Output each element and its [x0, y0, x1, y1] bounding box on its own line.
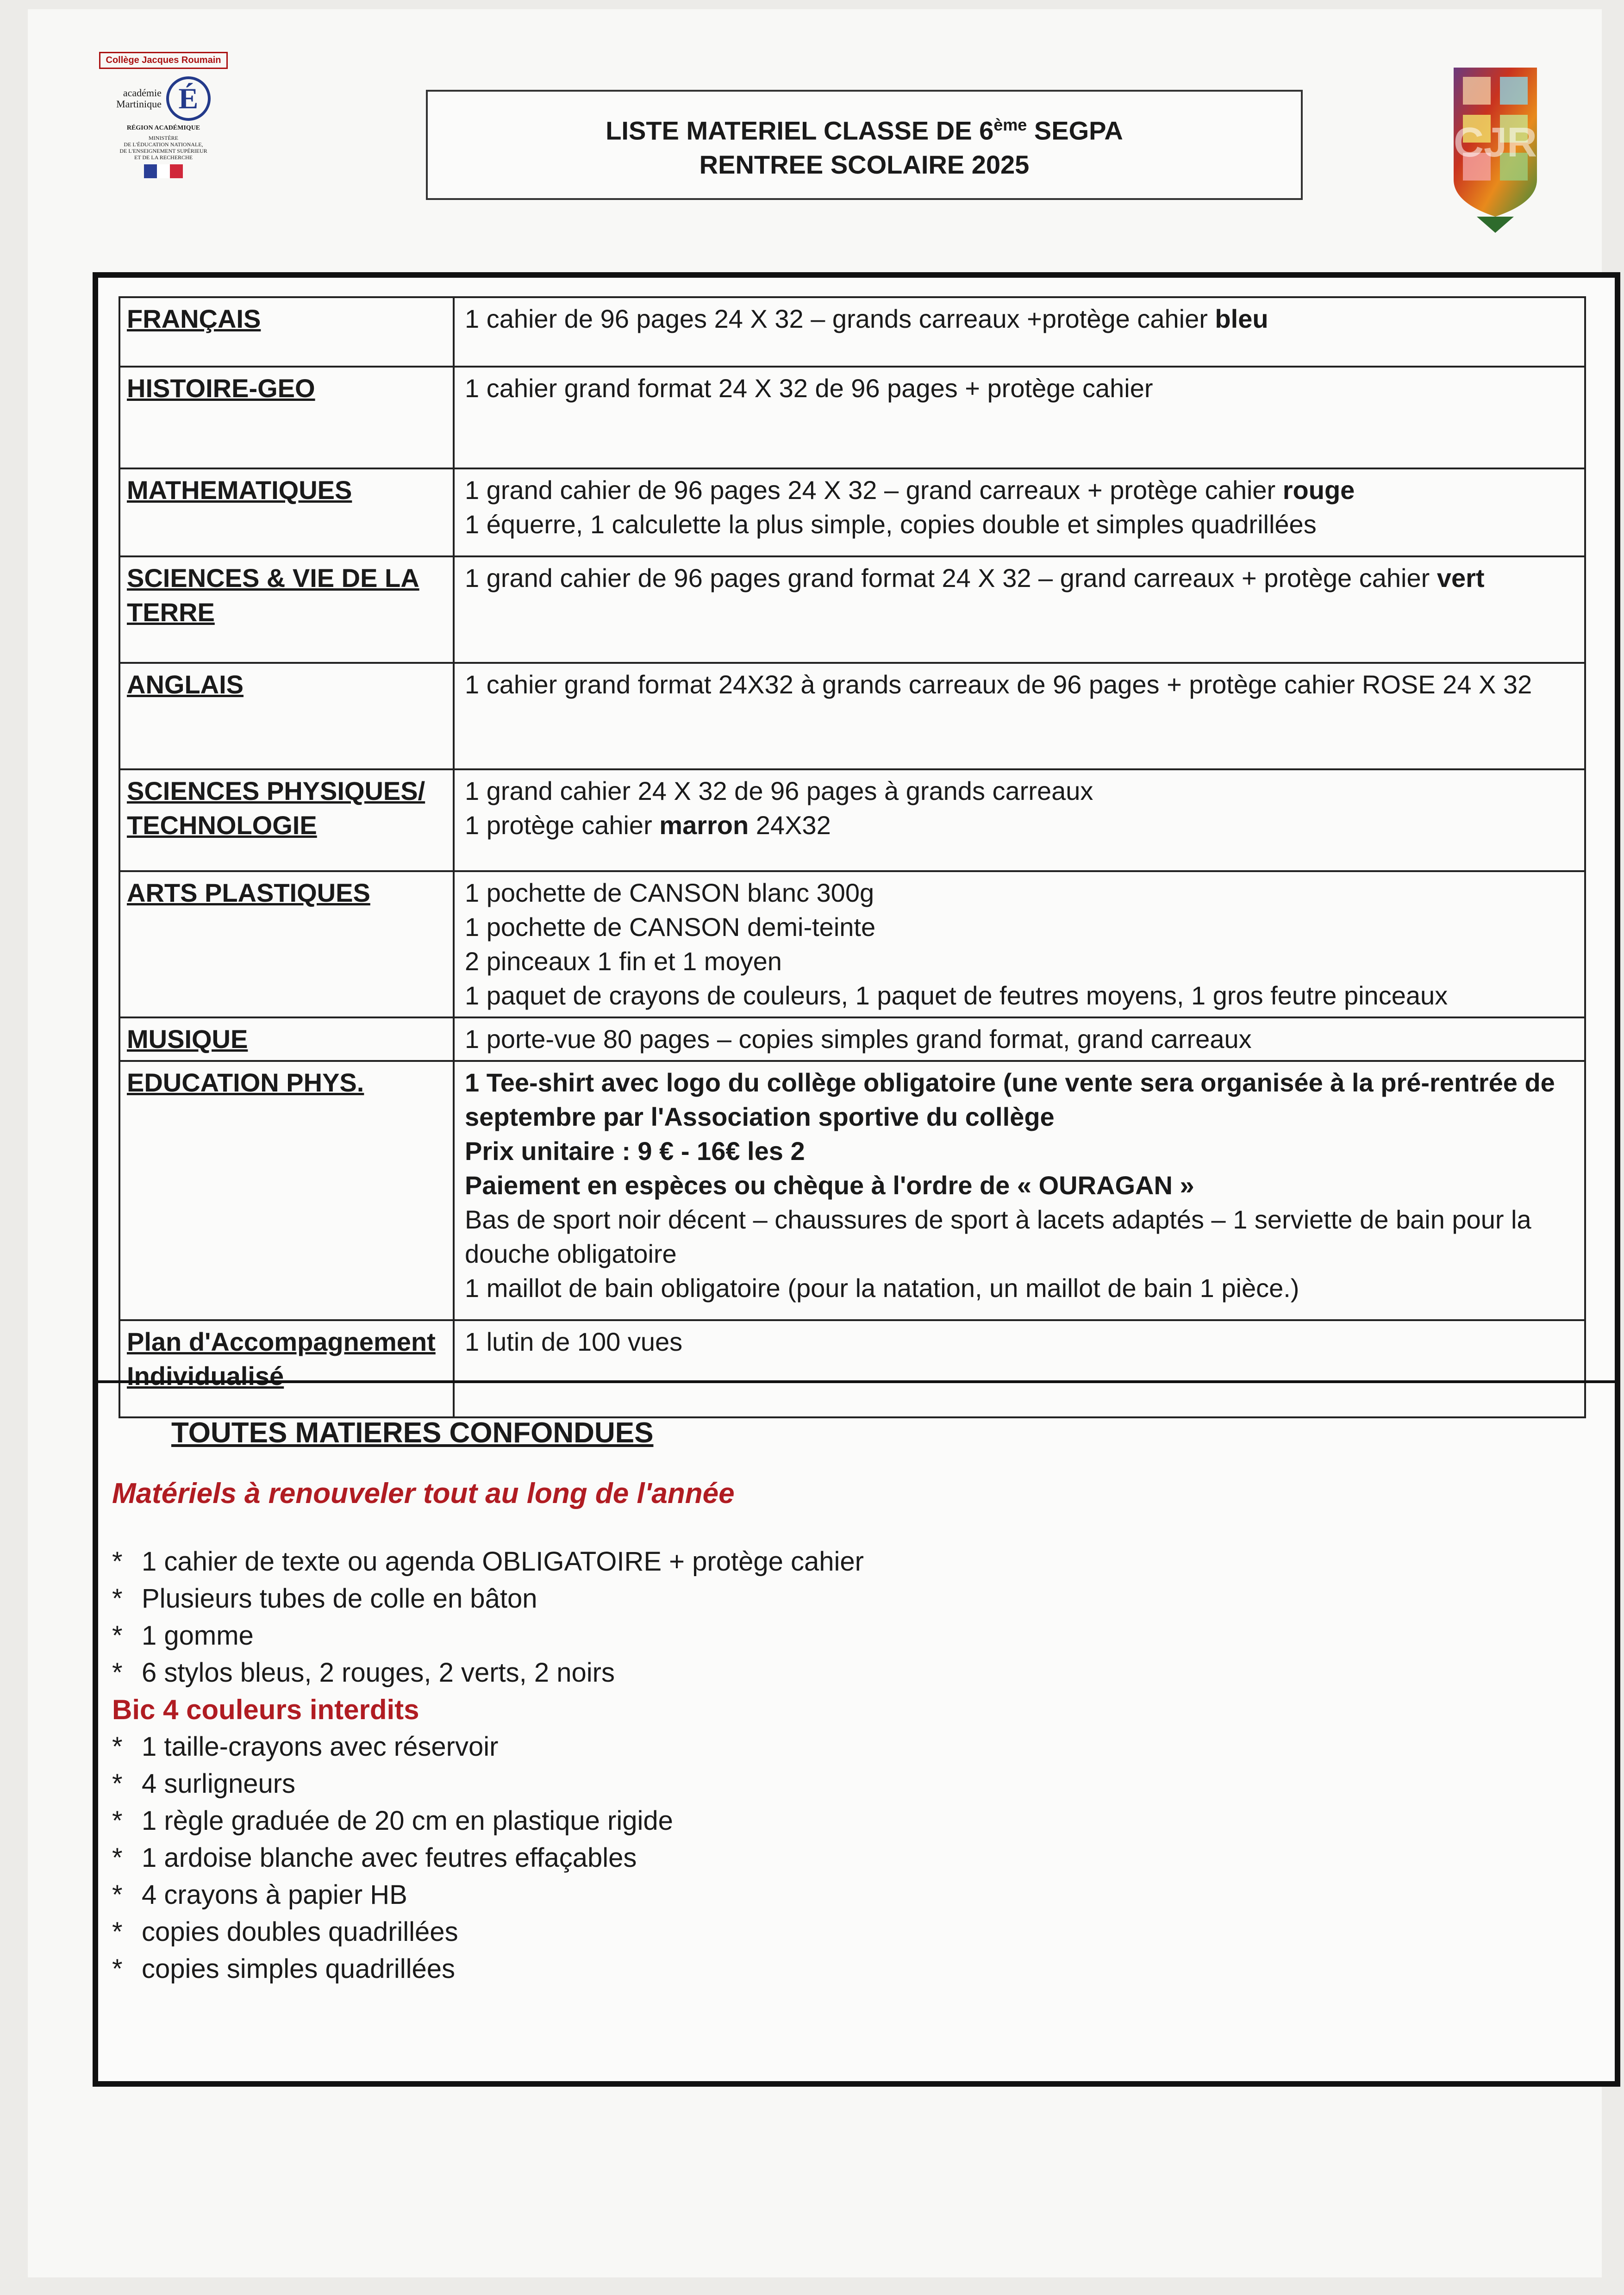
bullet-star: * [112, 1917, 123, 1947]
list-item-text: copies doubles quadrillées [142, 1917, 458, 1947]
bullet-star: * [112, 1658, 123, 1688]
item-line: 1 grand cahier de 96 pages grand format 24 X 32 – grand carreaux + protège cahier vert [465, 563, 1485, 592]
item-line: 1 grand cahier de 96 pages 24 X 32 – grand carreaux + protège cahier rouge [465, 475, 1355, 505]
item-line: 1 porte-vue 80 pages – copies simples grand format, grand carreaux [465, 1024, 1252, 1054]
list-item [112, 1914, 1593, 1951]
subject-items [454, 556, 1585, 663]
subject-row [119, 297, 1585, 367]
bullet-star: * [112, 1584, 123, 1614]
subject-items [454, 871, 1585, 1017]
subject-row [119, 871, 1585, 1017]
list-item [112, 1877, 1593, 1914]
title-line-2: RENTREE SCOLAIRE 2025 [699, 150, 1030, 180]
item-line: 1 lutin de 100 vues [465, 1327, 683, 1356]
list-item [112, 1840, 1593, 1877]
item-line: 1 maillot de bain obligatoire (pour la natation, un maillot de bain 1 pièce.) [465, 1273, 1299, 1303]
subject-items [454, 663, 1585, 769]
list-item-text: 6 stylos bleus, 2 rouges, 2 verts, 2 noirs [142, 1658, 615, 1688]
region-label: RÉGION ACADÉMIQUE [126, 125, 200, 131]
item-line: Prix unitaire : 9 € - 16€ les 2 [465, 1136, 805, 1166]
subject-name: MUSIQUE [119, 1017, 454, 1061]
list-item-text: copies simples quadrillées [142, 1954, 455, 1984]
bullet-star: * [112, 1621, 123, 1651]
bullet-star: * [112, 1954, 123, 1984]
general-list-a [112, 1543, 1593, 1691]
warning-bic: Bic 4 couleurs interdits [112, 1694, 419, 1725]
list-item [112, 1617, 1593, 1654]
list-item [112, 1580, 1593, 1617]
item-line: 2 pinceaux 1 fin et 1 moyen [465, 947, 782, 976]
general-section [112, 1398, 1593, 1988]
list-item [112, 1765, 1593, 1802]
list-item-text: 1 cahier de texte ou agenda OBLIGATOIRE + protège cahier [142, 1547, 864, 1577]
item-line: 1 grand cahier 24 X 32 de 96 pages à grands carreaux [465, 776, 1093, 805]
college-shield-logo [1444, 64, 1546, 237]
subject-name: SCIENCES & VIE DE LA TERRE [119, 556, 454, 663]
subject-name: ARTS PLASTIQUES [119, 871, 454, 1017]
item-line: 1 cahier de 96 pages 24 X 32 – grands carreaux +protège cahier bleu [465, 304, 1268, 333]
subject-name: EDUCATION PHYS. [119, 1061, 454, 1320]
list-item-text: 1 gomme [142, 1621, 254, 1651]
subject-items [454, 769, 1585, 871]
subject-items [454, 1017, 1585, 1061]
subjects-table [119, 296, 1586, 1418]
list-item [112, 1543, 1593, 1580]
list-item [112, 1654, 1593, 1691]
general-title: TOUTES MATIERES CONFONDUES [171, 1417, 654, 1449]
subjects-table-body [119, 297, 1585, 1417]
subject-name: HISTOIRE-GEO [119, 367, 454, 468]
item-line: 1 protège cahier marron 24X32 [465, 811, 831, 840]
materials-frame [93, 272, 1620, 2087]
item-line: 1 équerre, 1 calculette la plus simple, copies double et simples quadrillées [465, 510, 1317, 539]
college-name-tag: Collège Jacques Roumain [99, 52, 228, 69]
cjr-shield-icon [1444, 64, 1546, 235]
list-item-text: Plusieurs tubes de colle en bâton [142, 1584, 537, 1614]
document-title [426, 90, 1303, 200]
title-line-1: LISTE MATERIEL CLASSE DE 6ème SEGPA [606, 115, 1123, 145]
item-line: Bas de sport noir décent – chaussures de sport à lacets adaptés – 1 serviette de bain pour la douche obligatoire [465, 1205, 1531, 1268]
list-item-text: 1 règle graduée de 20 cm en plastique rigide [142, 1806, 673, 1836]
subject-row [119, 1061, 1585, 1320]
bullet-star: * [112, 1843, 123, 1873]
list-item [112, 1728, 1593, 1765]
subject-row [119, 556, 1585, 663]
ministere-label: MINISTÈRE DE L'ÉDUCATION NATIONALE, DE L'ENSEIGNEMENT SUPÉRIEUR ET DE LA RECHERCHE [119, 135, 207, 161]
item-line: 1 cahier grand format 24X32 à grands carreaux de 96 pages + protège cahier ROSE 24 X 32 [465, 670, 1532, 699]
bullet-star: * [112, 1769, 123, 1799]
subject-items [454, 1061, 1585, 1320]
list-item-text: 1 ardoise blanche avec feutres effaçables [142, 1843, 637, 1873]
list-item [112, 1951, 1593, 1988]
item-line: Paiement en espèces ou chèque à l'ordre de « OURAGAN » [465, 1171, 1194, 1200]
subject-name: SCIENCES PHYSIQUES/ TECHNOLOGIE [119, 769, 454, 871]
svg-text:CJR: CJR [1453, 119, 1537, 166]
list-item-text: 1 taille-crayons avec réservoir [142, 1732, 499, 1762]
subject-name: FRANÇAIS [119, 297, 454, 367]
item-line: 1 pochette de CANSON blanc 300g [465, 878, 874, 907]
subject-row [119, 468, 1585, 556]
general-list-b [112, 1728, 1593, 1988]
bullet-star: * [112, 1806, 123, 1836]
renew-title: Matériels à renouveler tout au long de l'année [112, 1478, 735, 1509]
french-flag-icon [87, 164, 240, 178]
item-line: 1 Tee-shirt avec logo du collège obligatoire (une vente sera organisée à la pré-rentrée de septembre par l'Association sportive du collège [465, 1068, 1555, 1131]
document-sheet [28, 9, 1602, 2277]
list-item [112, 1802, 1593, 1840]
subject-name: Plan d'Accompagnement Individualisé [119, 1320, 454, 1417]
item-line: 1 paquet de crayons de couleurs, 1 paquet de feutres moyens, 1 gros feutre pinceaux [465, 981, 1448, 1010]
bullet-star: * [112, 1732, 123, 1762]
item-line: 1 pochette de CANSON demi-teinte [465, 912, 876, 942]
bullet-star: * [112, 1880, 123, 1910]
subject-name: ANGLAIS [119, 663, 454, 769]
academie-e-icon: É [166, 76, 211, 121]
subject-row [119, 663, 1585, 769]
subject-row [119, 1017, 1585, 1061]
section-divider [98, 1380, 1615, 1383]
list-item-text: 4 crayons à papier HB [142, 1880, 407, 1910]
subject-row [119, 769, 1585, 871]
subject-row [119, 367, 1585, 468]
subject-name: MATHEMATIQUES [119, 468, 454, 556]
item-line: 1 cahier grand format 24 X 32 de 96 pages + protège cahier [465, 374, 1153, 403]
subject-items [454, 468, 1585, 556]
academie-label: académie Martinique [116, 87, 162, 110]
bullet-star: * [112, 1547, 123, 1577]
academie-logo [87, 52, 240, 178]
list-item-text: 4 surligneurs [142, 1769, 296, 1799]
subject-items [454, 367, 1585, 468]
subject-items [454, 297, 1585, 367]
